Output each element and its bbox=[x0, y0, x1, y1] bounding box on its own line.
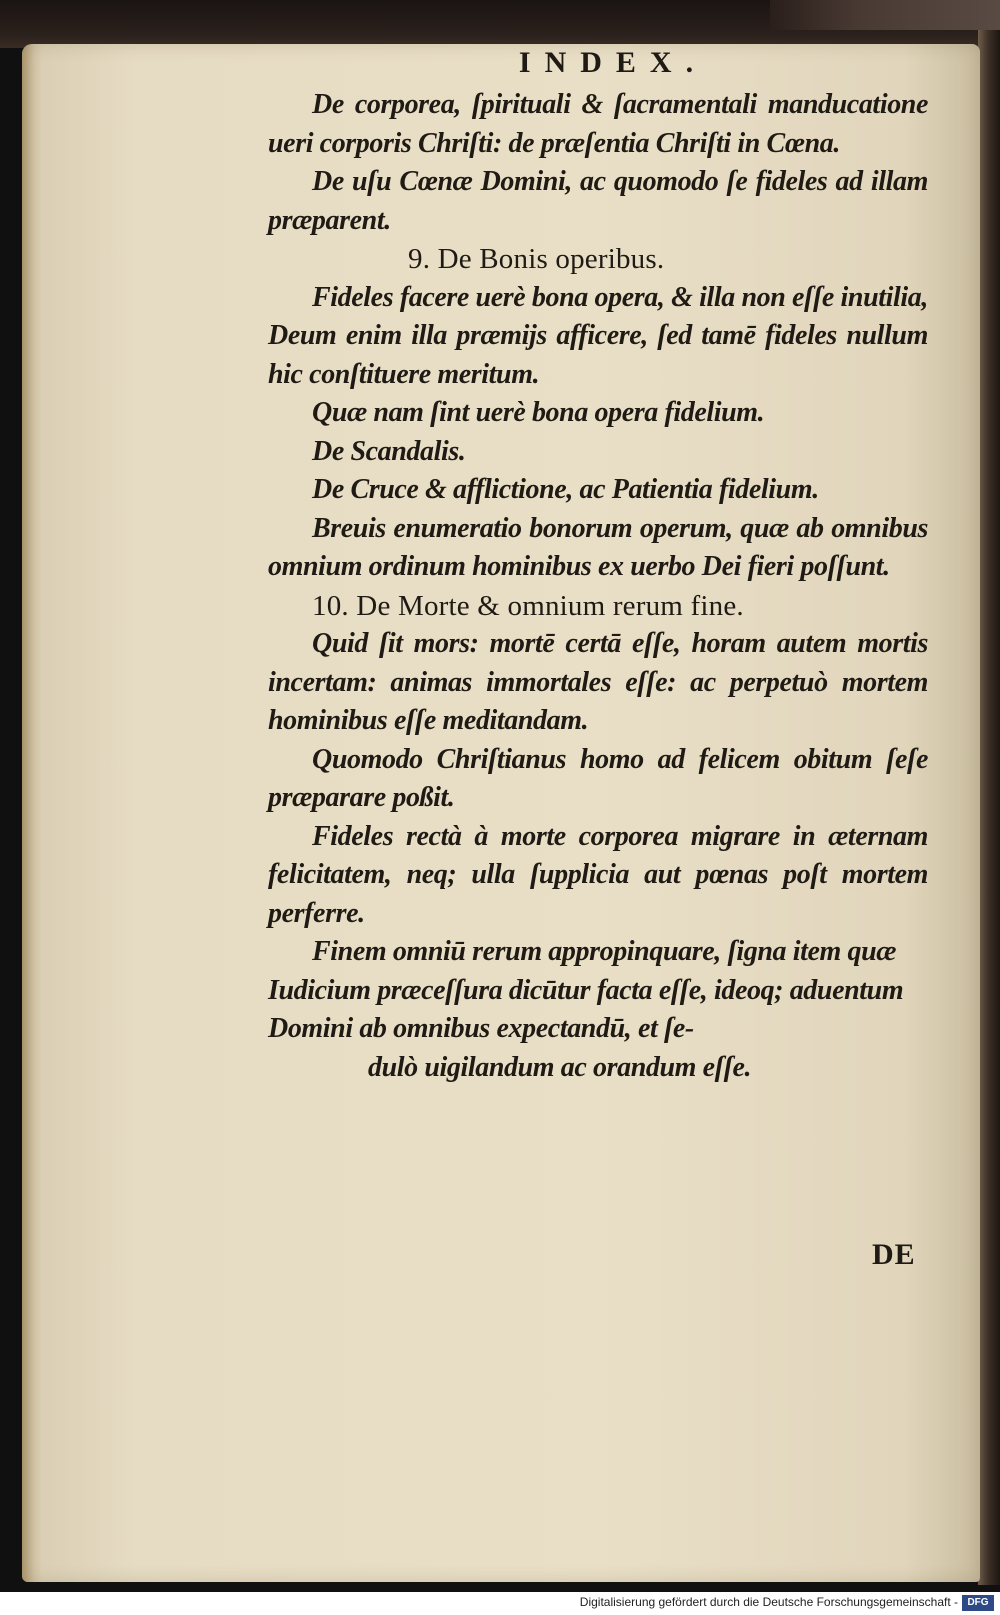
catchword: DE bbox=[872, 1238, 916, 1271]
dfg-logo-icon: DFG bbox=[962, 1595, 994, 1611]
running-head: INDEX. bbox=[518, 46, 708, 79]
digitization-footer bbox=[0, 1592, 1000, 1615]
book-board-edge bbox=[770, 0, 1000, 30]
scan-background-top bbox=[0, 0, 1000, 48]
gutter-shadow bbox=[22, 44, 42, 1582]
index-entry: Quomodo Chriſtianus homo ad felicem obitum ſeſe præparare poßit. bbox=[268, 743, 928, 813]
section-heading-9: 9. De Bonis operibus. bbox=[408, 243, 665, 275]
index-entry: Quæ nam ſint uerè bona opera fidelium. bbox=[312, 397, 765, 428]
index-entry: De corporea, ſpirituali & ſacramentali manducatione ueri corporis Chriſti: de præſentia Chriſti in Cœna. bbox=[268, 89, 928, 159]
index-entry: Fideles facere uerè bona opera, & illa non eſſe inutilia, Deum enim illa præmijs afficere, ſed tamē fideles nullum hic conſtituere meritum. bbox=[268, 281, 928, 390]
index-entry: Breuis enumeratio bonorum operum, quæ ab omnibus omnium ordinum hominibus ex uerbo Dei fieri poſſunt. bbox=[268, 512, 928, 582]
final-entry-last-line: dulò uigilandum ac orandum eſſe. bbox=[368, 1051, 752, 1083]
final-entry-body: Finem omniū rerum appropinquare, ſigna item quæ Iudicium præceſſura dicūtur facta eſſe, ideoq; aduentum Domini ab omnibus expectandū, et ſe- bbox=[268, 936, 904, 1044]
index-entry: Fideles rectà à morte corporea migrare in æternam felicitatem, neq; ulla ſupplicia aut pœnas poſt mortem perferre. bbox=[268, 820, 928, 929]
footer-credit: Digitalisierung gefördert durch die Deutsche Forschungsgemeinschaft - bbox=[579, 1595, 958, 1609]
section-heading-10: 10. De Morte & omnium rerum fine. bbox=[312, 589, 744, 622]
book-fore-edge bbox=[978, 30, 1000, 1585]
index-entry-final bbox=[268, 933, 928, 1087]
index-entry: Quid ſit mors: mortē certā eſſe, horam autem mortis incertam: animas immortales eſſe: ac perpetuò mortem hominibus eſſe meditandam. bbox=[268, 628, 928, 736]
index-entry: De uſu Cœnæ Domini, ac quomodo ſe fideles ad illam præparent. bbox=[268, 166, 928, 236]
index-entry: De Cruce & afflictione, ac Patientia fidelium. bbox=[312, 474, 819, 505]
index-text-block bbox=[268, 46, 928, 1087]
index-entry: De Scandalis. bbox=[312, 435, 466, 467]
